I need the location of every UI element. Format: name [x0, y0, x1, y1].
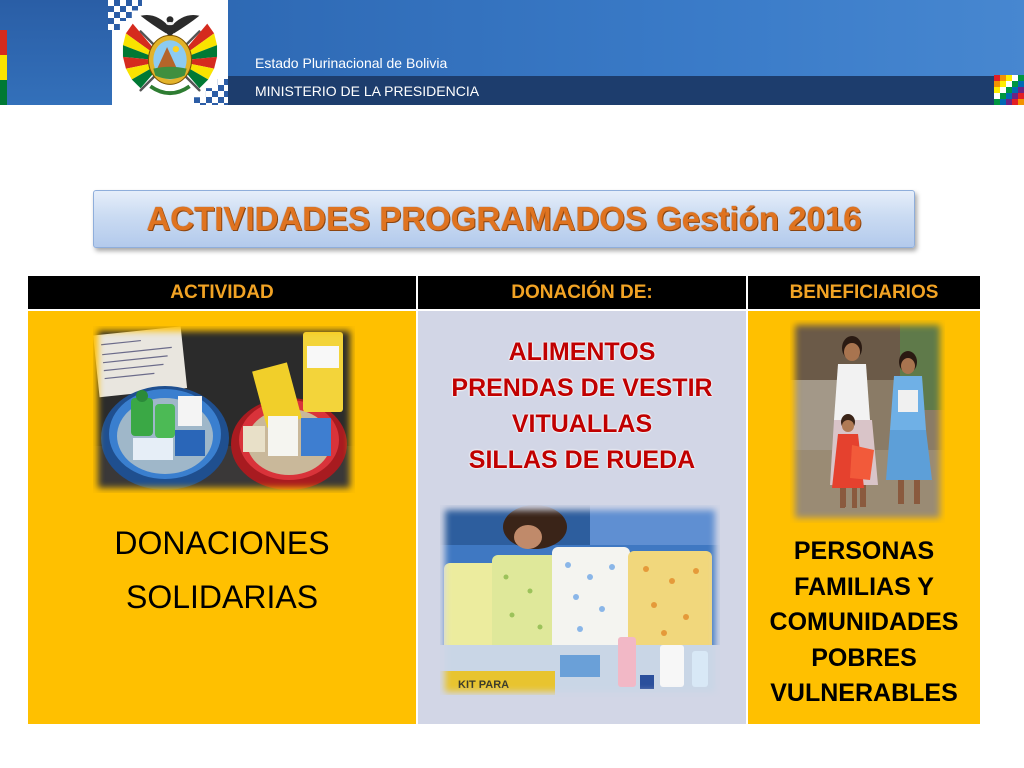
flag-green-band — [0, 80, 7, 105]
slide-title: ACTIVIDADES PROGRAMADOS Gestión 2016 — [146, 200, 862, 237]
donation-item: SILLAS DE RUEDA — [468, 446, 696, 474]
clothing-kits-photo — [440, 505, 720, 697]
clothing-kits-image — [440, 505, 720, 697]
beneficiary-line: COMUNIDADES — [769, 608, 959, 636]
donation-cell — [418, 311, 746, 724]
kit-label-text: KIT PARA — [458, 679, 510, 691]
emblem-panel — [112, 0, 228, 105]
ministry-strip — [228, 76, 994, 105]
activity-cell — [28, 311, 416, 724]
beneficiary-line: FAMILIAS Y — [794, 572, 934, 601]
bolivia-flag-stripe — [0, 30, 7, 105]
wiphala-square — [1018, 99, 1024, 105]
buckets-with-supplies-image — [93, 326, 355, 493]
donation-list — [418, 334, 746, 478]
beneficiary-line: PERSONAS — [793, 537, 935, 565]
header-left-panel — [0, 0, 112, 105]
slide-header — [0, 0, 1024, 105]
state-name-text: Estado Plurinacional de Bolivia — [255, 55, 448, 71]
column-header-activity: ACTIVIDAD — [28, 276, 416, 309]
donation-item: PRENDAS DE VESTIR — [451, 374, 713, 402]
beneficiary-line: VULNERABLES — [770, 679, 958, 707]
beneficiaries-photo — [790, 320, 945, 523]
activity-line: SOLIDARIAS — [125, 579, 319, 615]
beneficiary-list — [748, 534, 980, 712]
slide-title-box — [93, 190, 915, 248]
activity-line: DONACIONES — [114, 525, 330, 561]
flag-yellow-band — [0, 55, 7, 80]
flag-red-band — [0, 30, 7, 55]
column-header-donation: DONACIÓN DE: — [418, 276, 746, 309]
wiphala-pattern — [994, 75, 1024, 105]
activity-name — [28, 516, 416, 624]
donation-item: VITUALLAS — [511, 410, 653, 438]
coat-of-arms-emblem — [120, 4, 220, 102]
donation-supplies-photo — [93, 326, 355, 493]
beneficiary-line: POBRES — [811, 643, 917, 672]
women-and-child-image — [790, 320, 945, 523]
column-header-beneficiaries: BENEFICIARIOS — [748, 276, 980, 309]
header-blue-band — [228, 0, 1024, 76]
activities-table — [28, 276, 980, 724]
donation-item: ALIMENTOS — [508, 338, 656, 366]
ministry-name-text: MINISTERIO DE LA PRESIDENCIA — [255, 83, 480, 99]
beneficiaries-cell — [748, 311, 980, 724]
